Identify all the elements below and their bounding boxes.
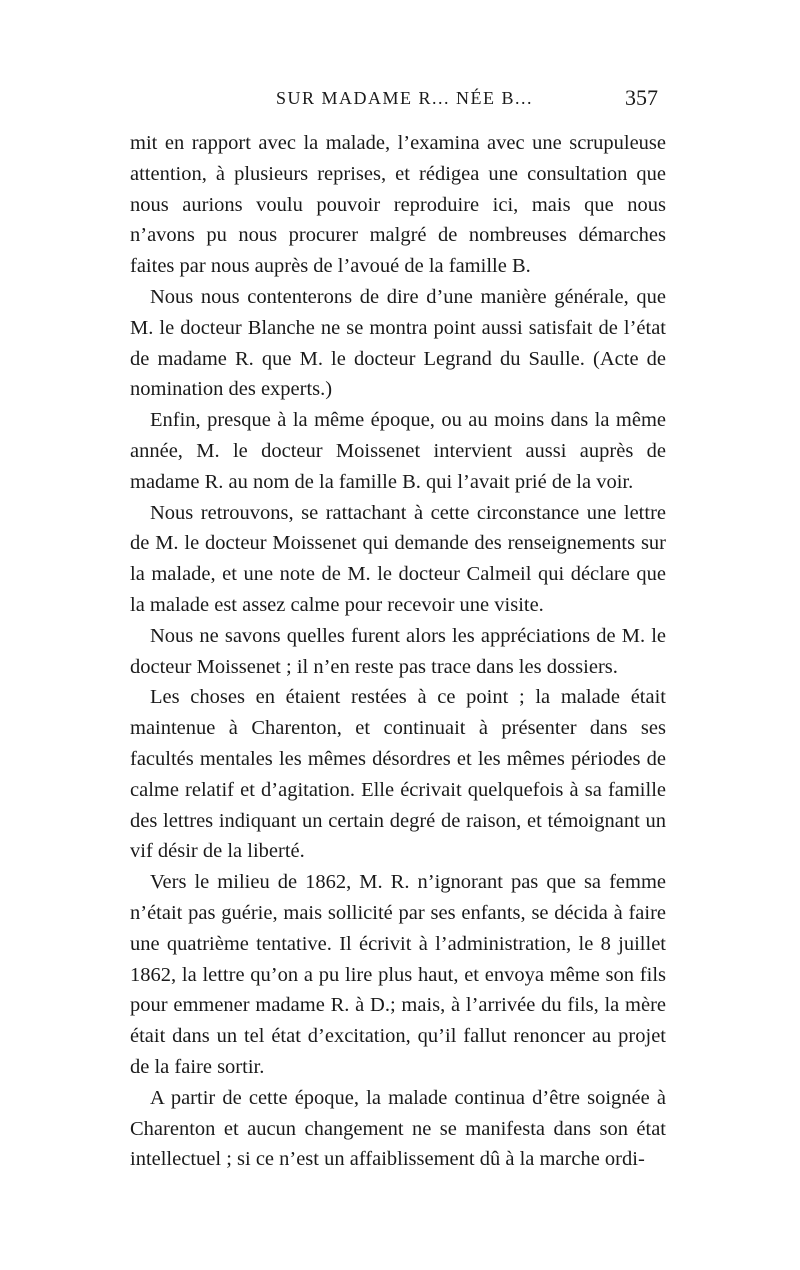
paragraph-continued: mit en rapport avec la malade, l’examina avec une scrupuleuse attention, à plusieurs reprises, et rédigea une consultation que nous aurions voulu pouvoir reproduire ici, mais que nous n’avons pu nous procurer malgré de nombreuses démarches faites par nous auprès de l’avoué de la famille B. xyxy=(130,132,666,278)
page-number: 357 xyxy=(625,85,658,110)
running-title: SUR MADAME R... NÉE B... xyxy=(276,88,534,108)
paragraph: Nous nous contenterons de dire d’une manière générale, que M. le docteur Blanche ne se montra point aussi satisfait de l’état de madame R. que M. le docteur Legrand du Saulle. (Acte de nomination des experts.) xyxy=(130,285,666,401)
paragraph: Les choses en étaient restées à ce point ; la malade était maintenue à Charenton, et continuait à présenter dans ses facultés mentales les mêmes désordres et les mêmes périodes de calme relatif et d’agitation. Elle écrivait quelquefois à sa famille des lettres indiquant un certain degré de raison, et témoignant un vif désir de la liberté. xyxy=(130,686,666,863)
paragraph: Nous ne savons quelles furent alors les appréciations de M. le docteur Moissenet ; il n’en reste pas trace dans les dossiers. xyxy=(130,624,666,678)
paragraph: Enfin, presque à la même époque, ou au moins dans la même année, M. le docteur Moissenet intervient aussi auprès de madame R. au nom de la famille B. qui l’avait prié de la voir. xyxy=(130,409,666,493)
paragraph: Nous retrouvons, se rattachant à cette circonstance une lettre de M. le docteur Moissenet qui demande des renseignements sur la malade, et une note de M. le docteur Calmeil qui déclare que la malade est assez calme pour recevoir une visite. xyxy=(130,501,666,616)
body-text xyxy=(130,128,666,1175)
paragraph: Vers le milieu de 1862, M. R. n’ignorant pas que sa femme n’était pas guérie, mais sollicité par ses enfants, se décida à faire une quatrième tentative. Il écrivit à l’administration, le 8 juillet 1862, la lettre qu’on a pu lire plus haut, et envoya même son fils pour emmener madame R. à D.; mais, à l’arrivée du fils, la mère était dans un tel état d’excitation, qu’il fallut renoncer au projet de la faire sortir. xyxy=(130,871,666,1078)
paragraph: A partir de cette époque, la malade continua d’être soignée à Charenton et aucun changement ne se manifesta dans son état intellectuel ; si ce n’est un affaiblissement dû à la marche ordi- xyxy=(130,1086,666,1171)
running-head xyxy=(130,85,658,118)
